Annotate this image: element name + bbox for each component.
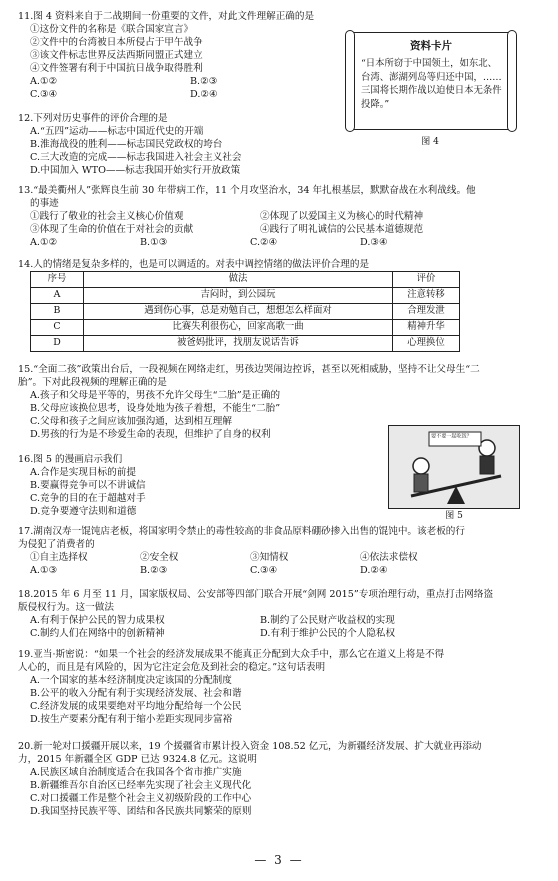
question-stem-cont: 版侵权行为。这一做法 (18, 602, 114, 614)
table-row[interactable] (31, 304, 460, 320)
answer-option-b[interactable]: B.②③ (190, 76, 218, 88)
row-evaluation: 注意转移 (393, 288, 460, 304)
answer-option-c[interactable]: C.父母和孩子之间应该加强沟通，达到相互理解 (30, 416, 232, 428)
question-stem: 17.湖南汉寿一馄饨店老板，将国家明令禁止的毒性较高的非食品原料硼砂掺入出售的馄饨中。该老板的行 (18, 526, 465, 537)
question-stem-cont: 的事迹 (30, 198, 59, 210)
question-12 (18, 112, 538, 177)
answer-option-d[interactable]: D.我国坚持民族平等、团结和各民族共同繁荣的原则 (30, 806, 252, 818)
statement-item: ②体现了以爱国主义为核心的时代精神 (260, 211, 424, 223)
answer-option-d[interactable]: D.②④ (360, 565, 388, 577)
answer-option-a[interactable]: A.“五四”运动——标志中国近代史的开端 (30, 126, 204, 138)
answer-option-a[interactable]: A.一个国家的基本经济制度决定该国的分配制度 (30, 675, 232, 687)
answer-option-d[interactable]: D.中国加入 WTO——标志我国开始实行开放政策 (30, 165, 241, 177)
question-19 (18, 648, 538, 726)
answer-option-c[interactable]: C.③④ (250, 565, 278, 577)
question-18 (18, 588, 538, 640)
row-evaluation: 精神升华 (393, 320, 460, 336)
answer-option-d[interactable]: D.竞争要遵守法则和道德 (30, 506, 137, 518)
page-number: — 3 — (254, 853, 304, 867)
answer-option-c[interactable]: C.③④ (30, 89, 58, 101)
question-stem-cont: 力，2015 年新疆全区 GDP 已达 9324.8 亿元。这说明 (18, 754, 257, 766)
row-label: B (31, 304, 84, 320)
table-header-row (31, 272, 460, 288)
answer-option-d[interactable]: D.男孩的行为是不珍爱生命的表现，但维护了自身的权利 (30, 429, 271, 441)
answer-option-a[interactable]: A.①② (30, 76, 58, 88)
card-title: 资料卡片 (410, 40, 452, 52)
question-stem-cont: 人心的，而且是有风险的，因为它注定会危及到社会的稳定。”这句话表明 (18, 662, 326, 674)
answer-option-a[interactable]: A.①③ (30, 565, 58, 577)
answer-option-a[interactable]: A.有利于保护公民的智力成果权 (30, 615, 165, 627)
practice-table (30, 271, 460, 352)
statement-item: ④依法求偿权 (360, 552, 418, 564)
row-label: D (31, 336, 84, 352)
row-evaluation: 心理换位 (393, 336, 460, 352)
question-stem-cont: 为侵犯了消费者的 (18, 539, 95, 551)
answer-option-c[interactable]: C.对口援疆工作是整个社会主义初级阶段的工作中心 (30, 793, 252, 805)
statement-item: ③体现了生命的价值在于对社会的贡献 (30, 224, 194, 236)
answer-option-d[interactable]: D.③④ (360, 237, 388, 249)
answer-option-c[interactable]: C.②④ (250, 237, 278, 249)
row-practice: 遇到伤心事，总是劝勉自己，想想怎么样面对 (84, 304, 393, 320)
answer-option-b[interactable]: B.淮海战役的胜利——标志国民党政权的垮台 (30, 139, 223, 151)
answer-option-d[interactable]: D.②④ (190, 89, 218, 101)
answer-option-a[interactable]: A.合作是实现目标的前提 (30, 467, 136, 479)
answer-option-b[interactable]: B.制约了公民财产收益权的实现 (260, 615, 395, 627)
row-practice: 被爸妈批评，找朋友说话告诉 (84, 336, 393, 352)
answer-option-b[interactable]: B.①③ (140, 237, 168, 249)
answer-option-a[interactable]: A.孩子和父母是平等的，男孩不允许父母生“二胎”是正确的 (30, 390, 281, 402)
statement-item: ③该文件标志世界反法西斯同盟正式建立 (30, 50, 203, 62)
row-practice: 吉闷时，到公园玩 (84, 288, 393, 304)
answer-option-c[interactable]: C.三大改造的完成——标志我国进入社会主义社会 (30, 152, 242, 164)
answer-option-a[interactable]: A.民族区域自治制度适合在我国各个省市推广实施 (30, 767, 242, 779)
column-header: 评价 (393, 272, 460, 288)
statement-item: ①自主选择权 (30, 552, 88, 564)
question-stem: 13.“最美衢州人”张辉良生前 30 年带病工作，11 个月攻坚治水，34 年扎根基层，默默奋战在水利战线。他 (18, 185, 476, 196)
answer-option-d[interactable]: D.有利于维护公民的个人隐私权 (260, 628, 396, 640)
statement-item: ②文件中的台湾被日本所侵占于甲午战争 (30, 37, 203, 49)
answer-option-b[interactable]: B.公平的收入分配有利于实现经济发展、社会和谐 (30, 688, 242, 700)
question-stem: 11.图 4 资料来自于二战期间一份重要的文件，对此文件理解正确的是 (18, 11, 315, 22)
statement-item: ④文件签署有利于中国抗日战争取得胜利 (30, 63, 203, 75)
answer-option-b[interactable]: B.父母应该换位思考，设身处地为孩子着想，不能生“二胎” (30, 403, 281, 415)
question-13 (18, 184, 538, 249)
figure-label: 图 4 (421, 137, 439, 147)
question-17 (18, 525, 538, 577)
answer-option-d[interactable]: D.按生产要素分配有利于缩小差距实现同步富裕 (30, 714, 233, 726)
question-14 (18, 258, 538, 352)
row-evaluation: 合理发泄 (393, 304, 460, 320)
statement-item: ③知情权 (250, 552, 289, 564)
cartoon-sign-text: 要不要一起吃饭？ (431, 433, 472, 439)
question-20 (18, 740, 538, 818)
question-stem: 20.新一轮对口援疆开展以来，19 个援疆省市累计投入资金 108.52 亿元，为新疆经济发展、扩大就业再添动 (18, 741, 482, 752)
table-row[interactable] (31, 288, 460, 304)
question-stem: 12.下列对历史事件的评价合理的是 (18, 113, 168, 124)
statement-item: ④践行了明礼诚信的公民基本道德规范 (260, 224, 424, 236)
question-stem: 16.图 5 的漫画启示我们 (18, 454, 123, 465)
answer-option-c[interactable]: C.经济发展的成果要绝对平均地分配给每一个公民 (30, 701, 242, 713)
answer-option-b[interactable]: B.新疆维吾尔自治区已经率先实现了社会主义现代化 (30, 780, 252, 792)
answer-option-a[interactable]: A.①② (30, 237, 58, 249)
answer-option-c[interactable]: C.制约人们在网络中的创新精神 (30, 628, 165, 640)
question-stem: 15.“全面二孩”政策出台后，一段视频在网络走红，男孩边哭闹边控诉，甚至以死相威胁，坚持不让父母生“二 (18, 364, 480, 375)
question-stem: 14.人的情绪是复杂多样的，也是可以调适的。对表中调控情绪的做法评价合理的是 (18, 259, 370, 270)
question-stem-cont: 胎”。下对此段视频的理解正确的是 (18, 377, 167, 389)
cartoon-figure-5 (388, 425, 520, 509)
question-stem: 19.亚当·斯密说：“如果一个社会的经济发展成果不能真正分配到大众手中，那么它在道义上将是不得 (18, 649, 445, 660)
card-text: “日本所窃于中国领土，如东北、台湾、澎湖列岛等归还中国，……三国将长期作战以迫使日本无条件投降。” (361, 58, 502, 110)
column-header: 序号 (31, 272, 84, 288)
statement-item: ②安全权 (140, 552, 179, 564)
column-header: 做法 (84, 272, 393, 288)
answer-option-b[interactable]: B.要赢得竞争可以不讲诚信 (30, 480, 146, 492)
table-row[interactable] (31, 320, 460, 336)
row-label: A (31, 288, 84, 304)
question-stem: 18.2015 年 6 月至 11 月，国家版权局、公安部等四部门联合开展“剑网 2015”专项治理行动，重点打击网络盗 (18, 589, 494, 600)
statement-item: ①这份文件的名称是《联合国家宣言》 (30, 24, 194, 36)
row-practice: 比赛失利很伤心，回家高歌一曲 (84, 320, 393, 336)
table-row[interactable] (31, 336, 460, 352)
answer-option-b[interactable]: B.②③ (140, 565, 168, 577)
statement-item: ①践行了敬业的社会主义核心价值观 (30, 211, 184, 223)
answer-option-c[interactable]: C.竞争的目的在于超越对手 (30, 493, 146, 505)
figure-label: 图 5 (445, 511, 463, 521)
row-label: C (31, 320, 84, 336)
